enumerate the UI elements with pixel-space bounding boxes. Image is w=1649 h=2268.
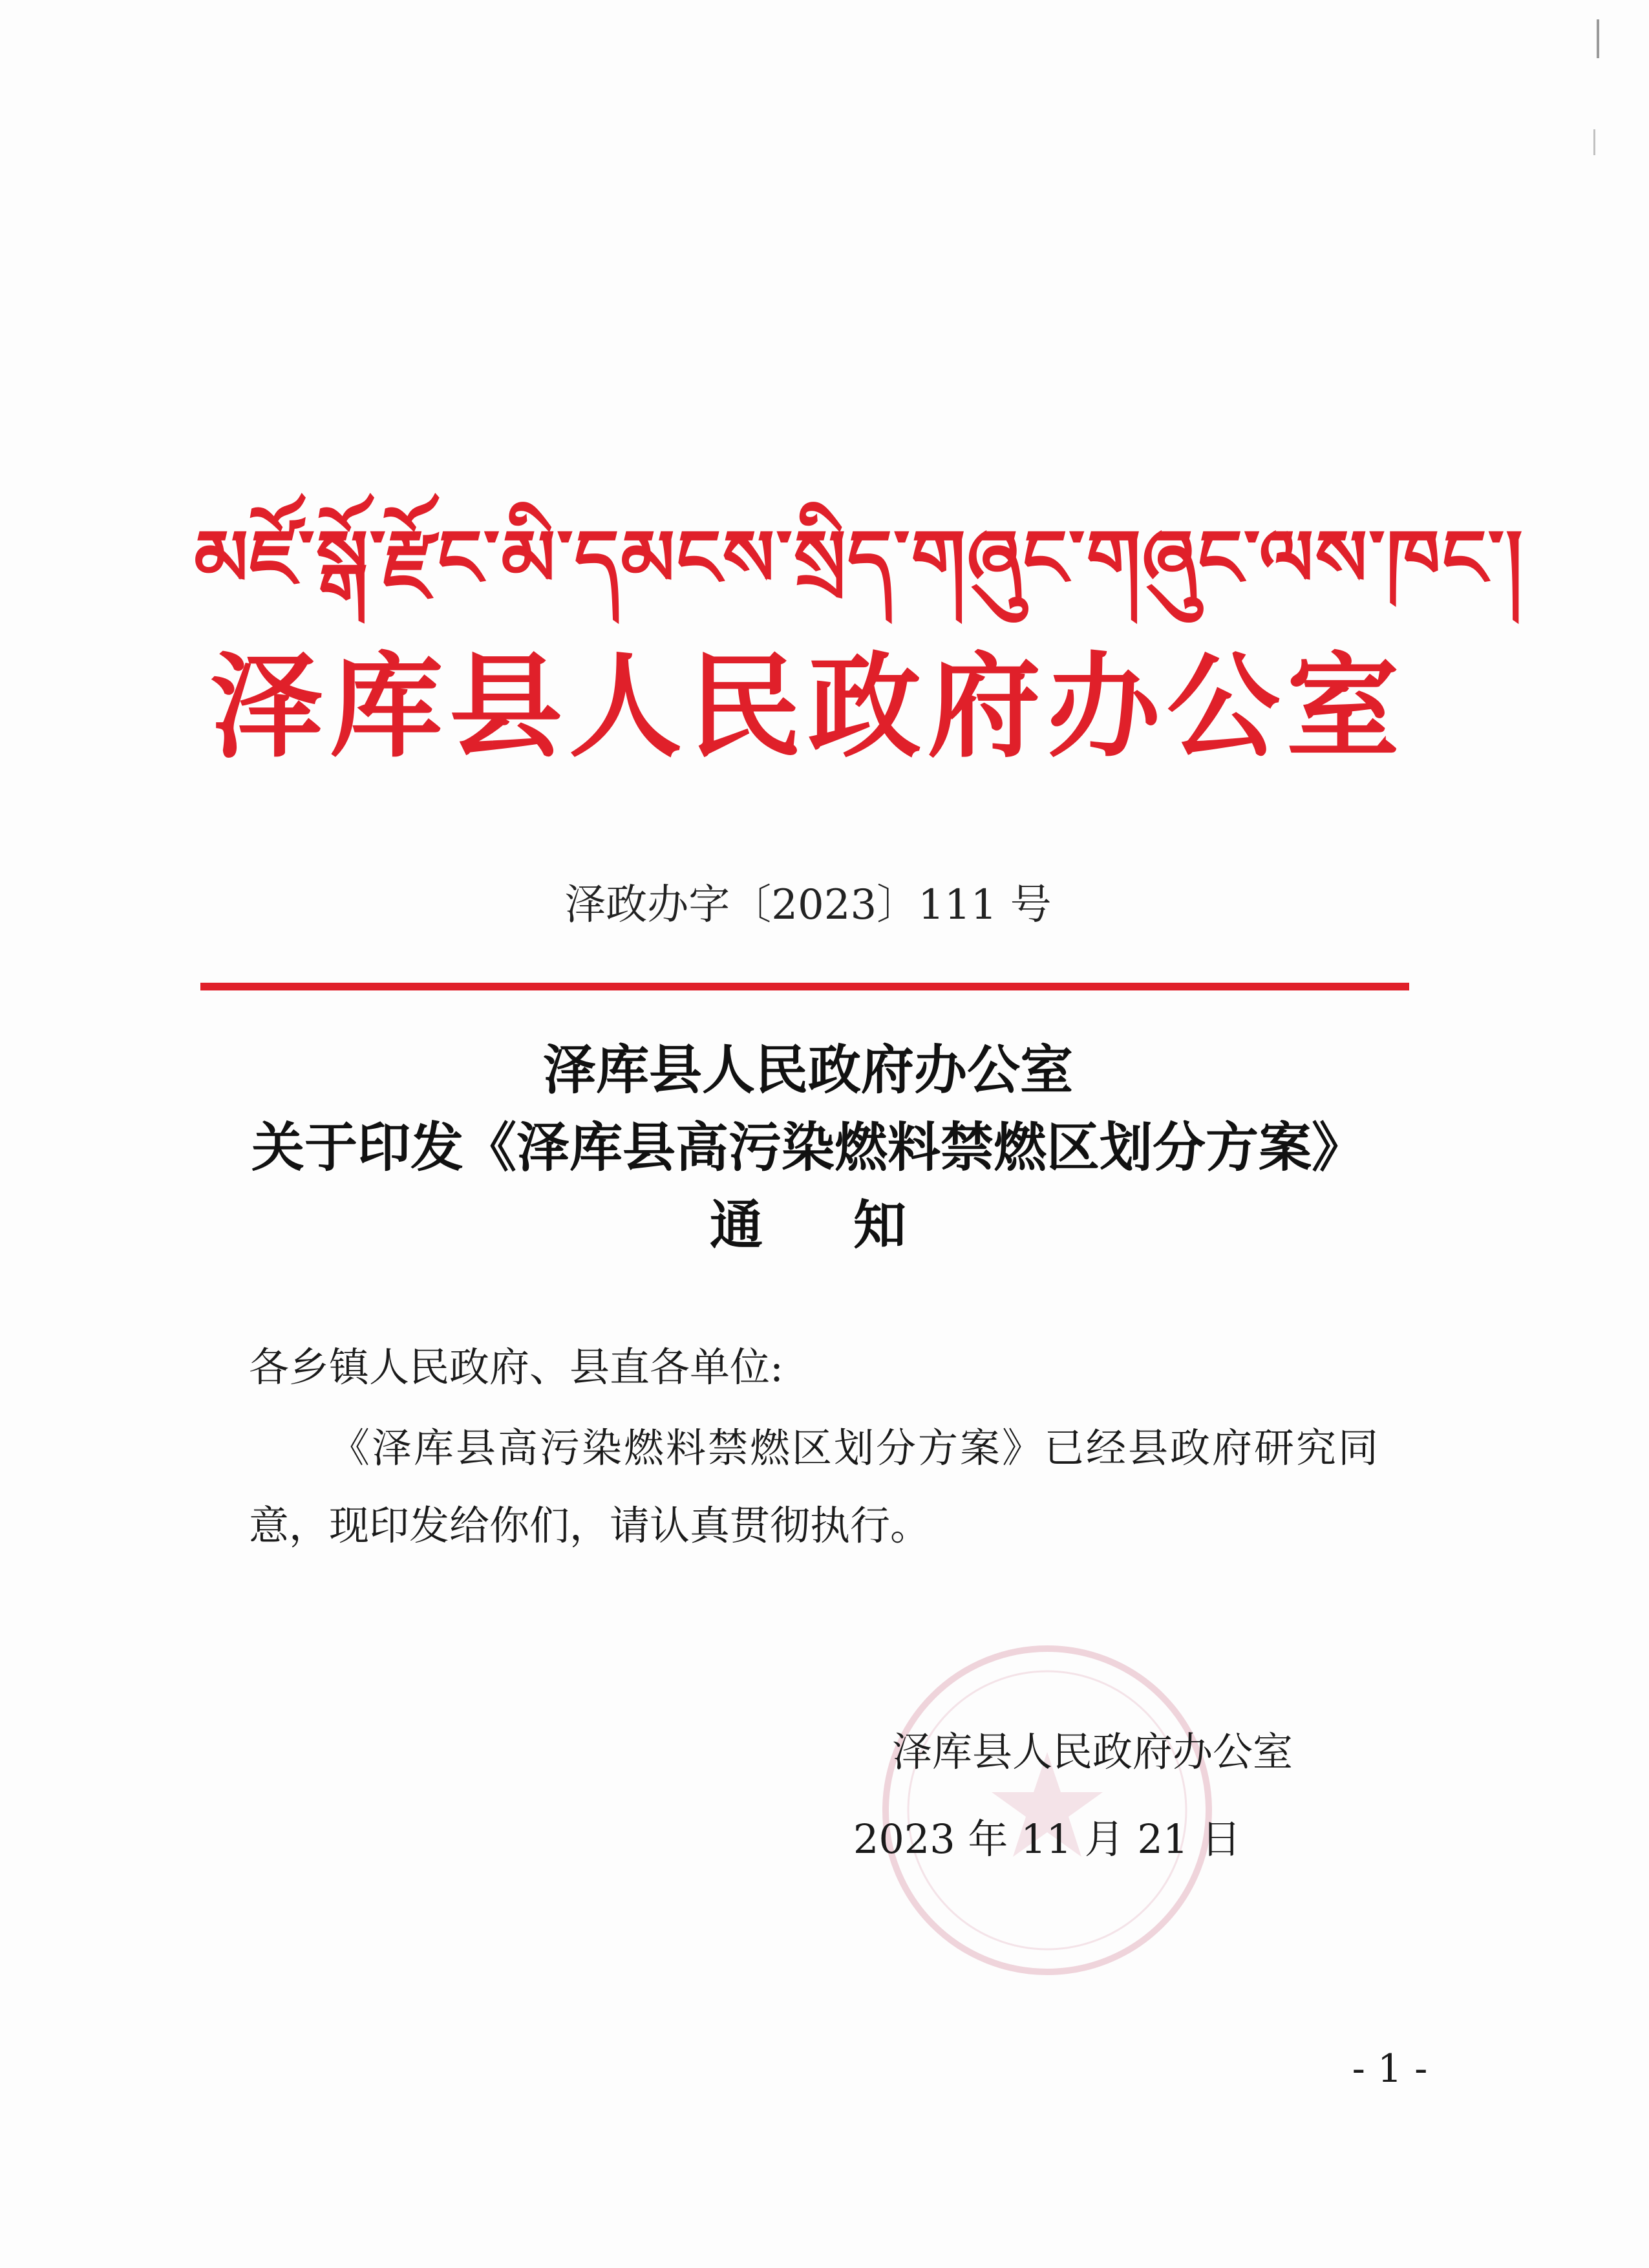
signing-date: 2023 年 11 月 21 日 [853,1815,1241,1863]
signing-organization: 泽库县人民政府办公室 [891,1728,1293,1775]
page-number: - 1 - [1352,2046,1428,2091]
header-tibetan-title: མཛོ་སྒོ་རྫོང་མི་དམངས་སྲིད་གཞུང་གཞུང་ལས་ཁང་། [194,514,1524,604]
salutation: 各乡镇人民政府、县直各单位: [249,1343,783,1391]
document-number: 泽政办字〔2023〕111 号 [564,881,1052,929]
document-title-line-3: 通知 [709,1194,997,1256]
red-divider-line [200,983,1409,990]
header-chinese-title: 泽库县人民政府办公室 [210,642,1406,773]
body-paragraph-line-2: 意，现印发给你们，请认真贯彻执行。 [249,1502,931,1549]
document-title-line-1: 泽库县人民政府办公室 [542,1039,1073,1101]
scan-mark-right-edge [1593,129,1595,155]
body-paragraph-line-1: 《泽库县高污染燃料禁燃区划分方案》已经县政府研究同 [330,1424,1381,1471]
document-title-line-2: 关于印发《泽库县高污染燃料禁燃区划分方案》 [251,1117,1365,1179]
scan-mark-top-right [1597,19,1599,58]
